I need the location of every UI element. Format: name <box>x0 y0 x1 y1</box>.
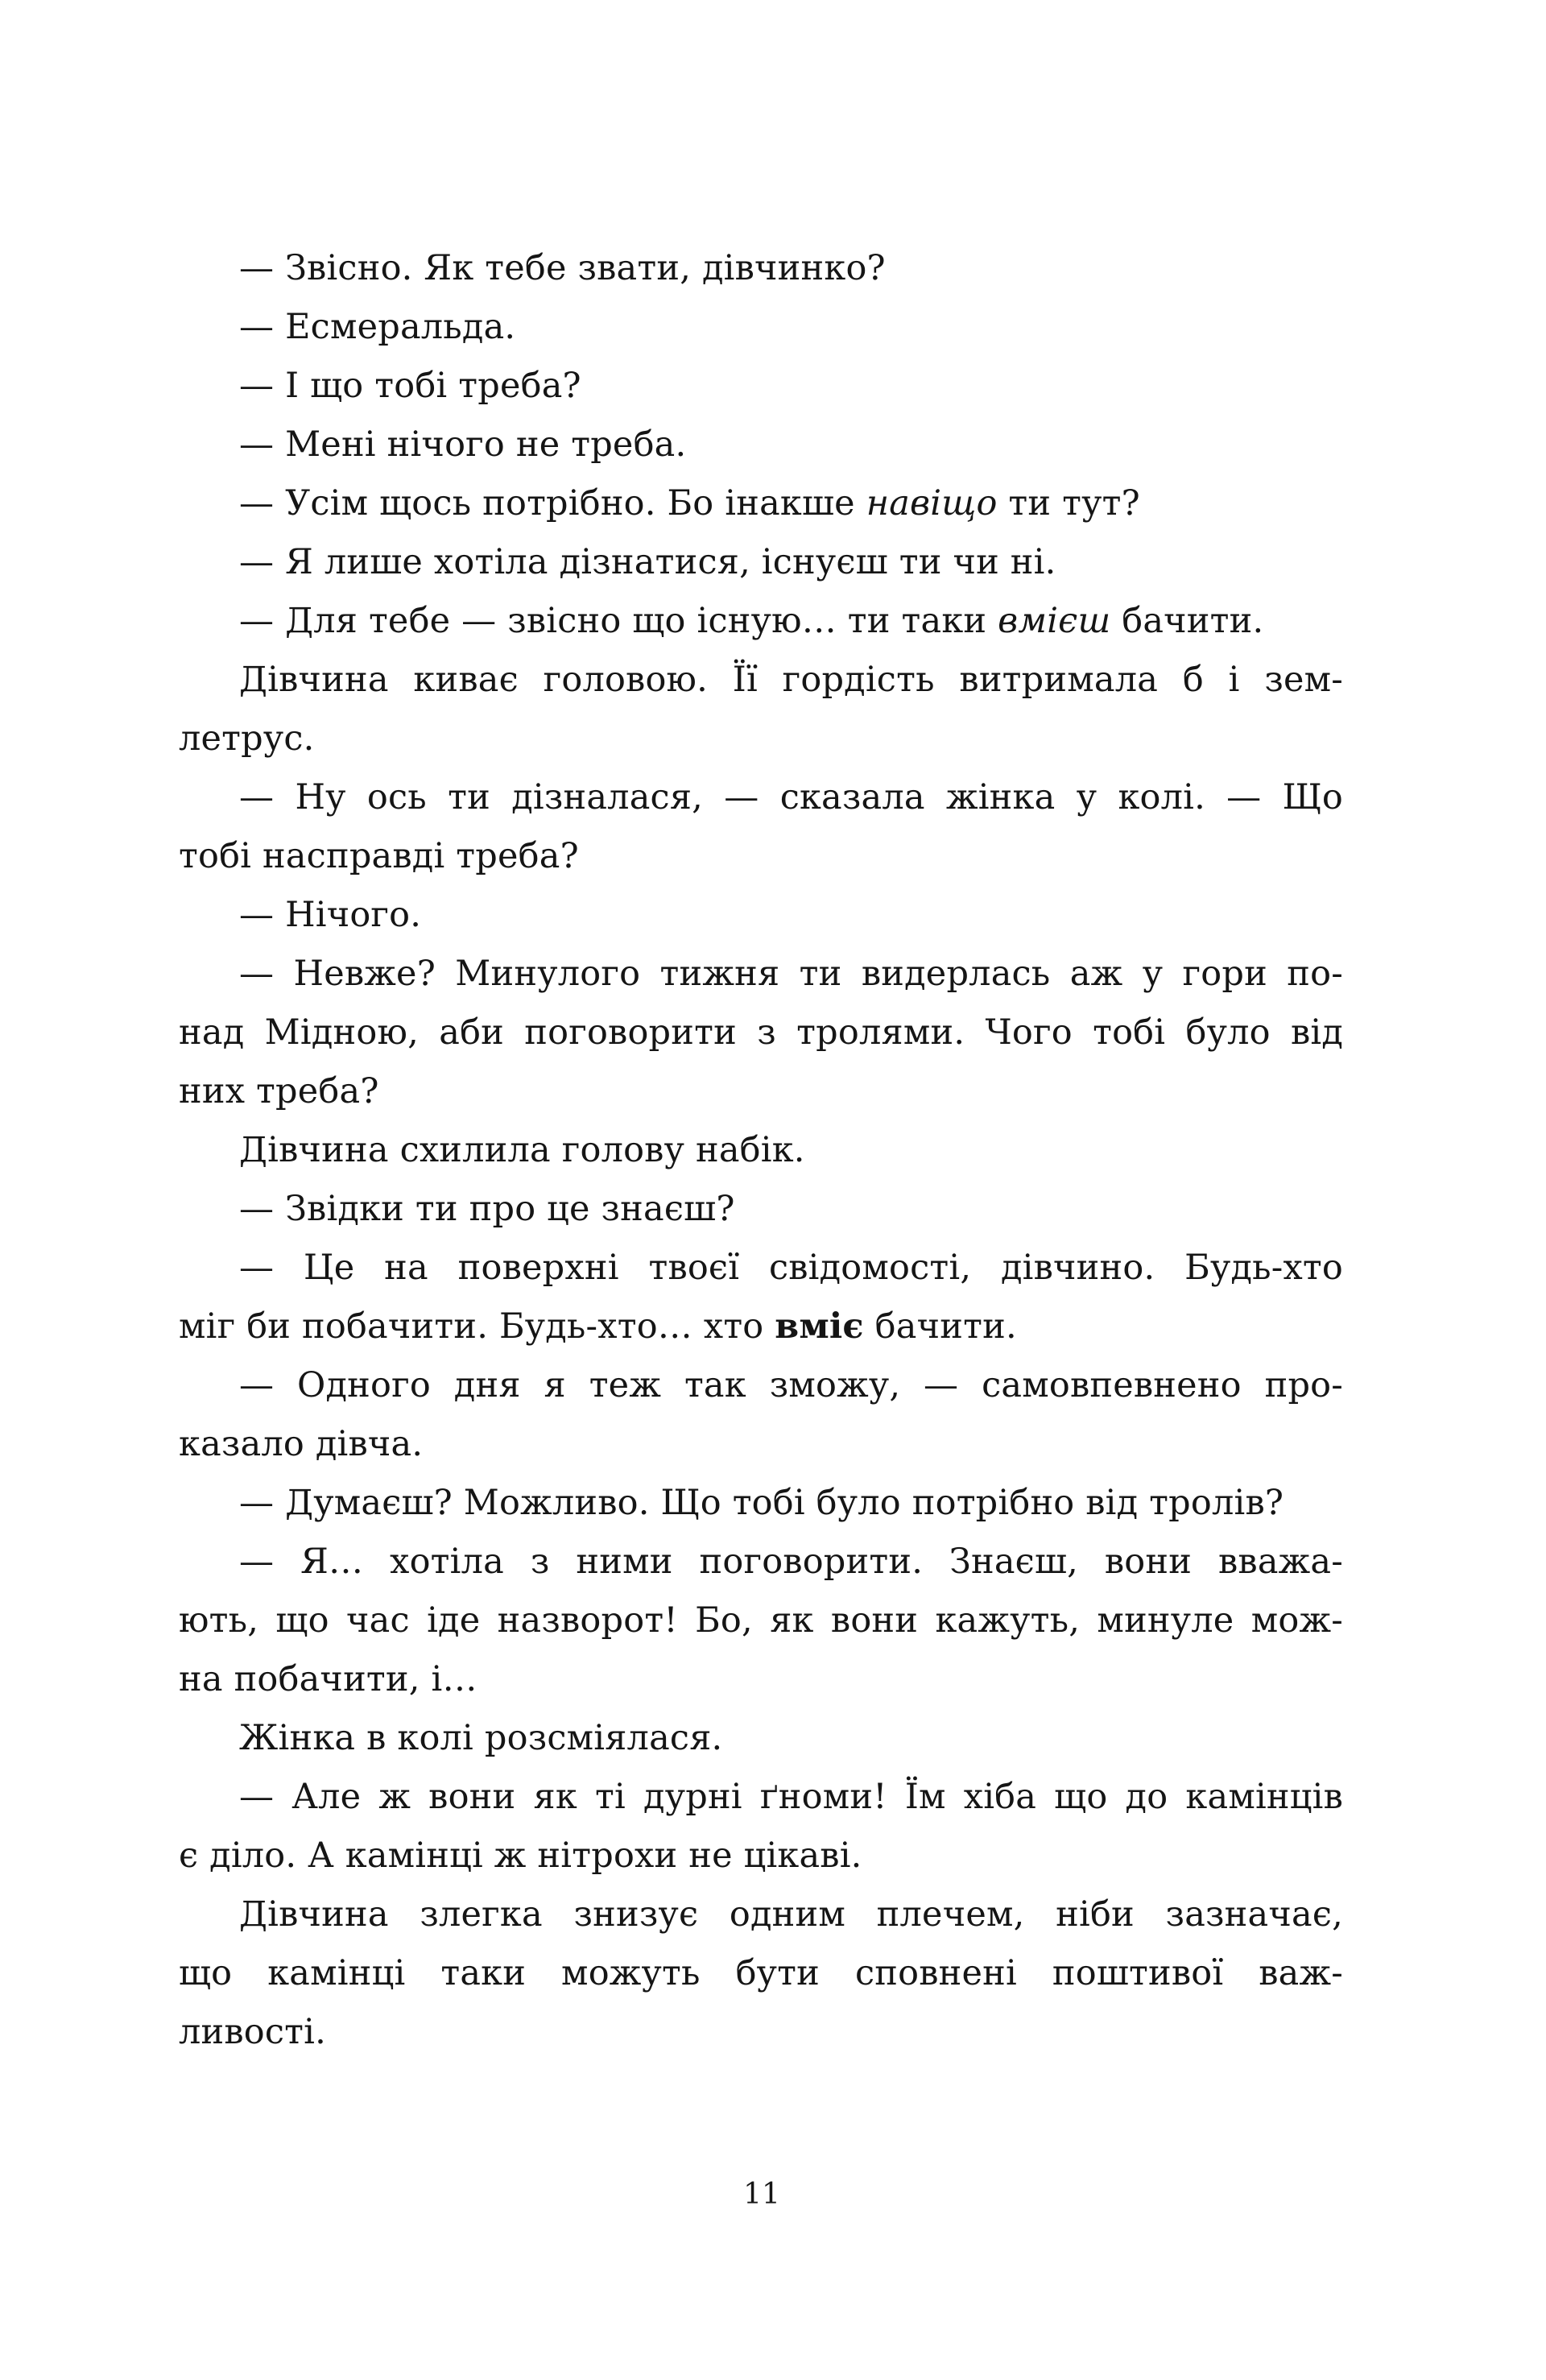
text-line <box>179 1944 1343 2003</box>
text-line <box>179 416 1343 474</box>
text-segment: — Есмеральда. <box>239 307 516 347</box>
text-segment: — Ну ось ти дізналася, — сказала жінка у колі. — Що <box>239 777 1343 817</box>
text-line <box>179 1827 1343 1885</box>
text-segment: на побачити, і… <box>179 1659 477 1699</box>
text-segment: бачити. <box>1110 601 1264 641</box>
text-segment: — Я лише хотіла дізнатися, існуєш ти чи ні. <box>239 542 1056 582</box>
text-line <box>179 239 1343 298</box>
text-segment: що камінці таки можуть бути сповнені поштивої важ- <box>179 1953 1343 1993</box>
text-line <box>179 1709 1343 1768</box>
body-text <box>179 239 1343 2062</box>
text-line <box>179 533 1343 592</box>
text-line <box>179 827 1343 886</box>
text-line <box>179 945 1343 1004</box>
page-number: 11 <box>743 2178 780 2211</box>
text-segment: казало дівча. <box>179 1424 424 1464</box>
text-line <box>179 1239 1343 1298</box>
text-segment: — Звідки ти про це знаєш? <box>239 1189 735 1229</box>
text-segment: є діло. А камінці ж нітрохи не цікаві. <box>179 1836 862 1876</box>
text-line <box>179 1180 1343 1239</box>
text-line <box>179 1650 1343 1709</box>
text-segment: — Звісно. Як тебе звати, дівчинко? <box>239 248 886 288</box>
text-segment: — Невже? Минулого тижня ти видерлась аж у гори по- <box>239 954 1343 994</box>
text-line <box>179 710 1343 768</box>
text-line <box>179 1298 1343 1356</box>
text-segment: — Думаєш? Можливо. Що тобі було потрібно від тролів? <box>239 1483 1284 1523</box>
text-segment: них треба? <box>179 1071 379 1111</box>
text-segment: — І що тобі треба? <box>239 366 581 406</box>
text-line <box>179 768 1343 827</box>
text-segment: Жінка в колі розсміялася. <box>239 1718 723 1758</box>
text-segment: — Для тебе — звісно що існую… ти таки <box>239 601 998 641</box>
text-line <box>179 2003 1343 2062</box>
text-segment: — Нічого. <box>239 895 422 935</box>
text-line <box>179 1004 1343 1062</box>
text-segment: ливості. <box>179 2012 326 2052</box>
emphasis-bold: вміє <box>775 1306 864 1347</box>
text-segment: ють, що час іде назворот! Бо, як вони кажуть, минуле мож- <box>179 1600 1343 1641</box>
text-segment: міг би побачити. Будь-хто… хто <box>179 1306 775 1347</box>
text-segment: — Усім щось потрібно. Бо інакше <box>239 483 866 524</box>
text-segment: над Мідною, аби поговорити з тролями. Чого тобі було від <box>179 1012 1343 1053</box>
text-segment: — Я… хотіла з ними поговорити. Знаєш, вони вважа- <box>239 1542 1343 1582</box>
emphasis-italic: вмієш <box>998 601 1111 641</box>
text-line <box>179 298 1343 357</box>
text-line <box>179 1121 1343 1180</box>
text-line <box>179 1591 1343 1650</box>
text-segment: летрус. <box>179 718 315 759</box>
text-line <box>179 1533 1343 1591</box>
text-line <box>179 1768 1343 1827</box>
text-segment: — Одного дня я теж так зможу, — самовпевнено про- <box>239 1365 1343 1405</box>
text-segment: Дівчина схилила голову набік. <box>239 1130 805 1170</box>
text-segment: Дівчина злегка знизує одним плечем, ніби зазначає, <box>239 1894 1343 1935</box>
text-line <box>179 357 1343 416</box>
text-line <box>179 886 1343 945</box>
text-line <box>179 1356 1343 1415</box>
text-line <box>179 1474 1343 1533</box>
text-segment: — Мені нічого не треба. <box>239 424 687 465</box>
text-segment: — Але ж вони як ті дурні ґноми! Їм хіба що до камінців <box>239 1777 1343 1817</box>
text-line <box>179 1885 1343 1944</box>
text-line <box>179 651 1343 710</box>
text-line <box>179 1415 1343 1474</box>
text-line <box>179 474 1343 533</box>
text-segment: тобі насправді треба? <box>179 836 579 876</box>
emphasis-italic: навіщо <box>866 483 998 524</box>
text-line <box>179 1062 1343 1121</box>
text-segment: ти тут? <box>997 483 1140 524</box>
text-line <box>179 592 1343 651</box>
text-segment: Дівчина киває головою. Її гордість витримала б і зем- <box>239 660 1343 700</box>
text-segment: бачити. <box>863 1306 1017 1347</box>
text-segment: — Це на поверхні твоєї свідомості, дівчино. Будь-хто <box>239 1248 1343 1288</box>
